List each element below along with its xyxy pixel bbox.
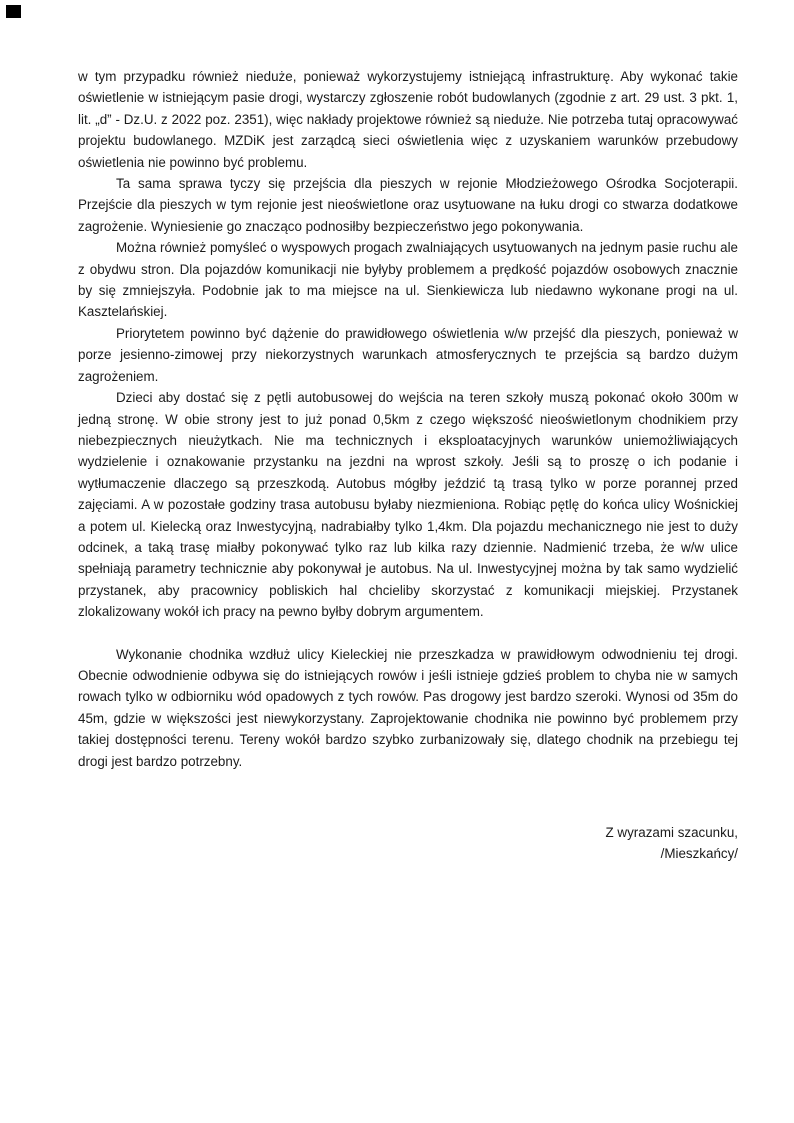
body-paragraph: Ta sama sprawa tyczy się przejścia dla pieszych w rejonie Młodzieżowego Ośrodka Socjoterapii. Przejście dla pieszych w tym rejonie jest nieoświetlone oraz usytuowane na łuku drogi co stwarza dodatkowe zagrożenie. Wyniesienie go znacząco podnosiłby bezpieczeństwo jego pokonywania.	[78, 176, 738, 234]
body-paragraph: Wykonanie chodnika wzdłuż ulicy Kieleckiej nie przeszkadza w prawidłowym odwodnieniu tej drogi. Obecnie odwodnienie odbywa się do istniejących rowów i jeśli istnieje gdzieś problem to chyba nie w samych rowach tylko w odbiorniku wód opadowych z tych rowów. Pas drogowy jest bardzo szeroki. Wynosi od 35m do 45m, gdzie w większości jest niewykorzystany. Zaprojektowanie chodnika nie powinno być problemem przy takiej dostępności terenu. Tereny wokół bardzo szybko zurbanizowały się, dlatego chodnik na przebiegu tej drogi jest bardzo potrzebny.	[78, 646, 738, 769]
closing-salutation: Z wyrazami szacunku,	[605, 825, 738, 840]
body-paragraph: Można również pomyśleć o wyspowych progach zwalniających usytuowanych na jednym pasie ruchu ale z obydwu stron. Dla pojazdów komunikacji nie byłyby problemem a prędkość pojazdów osobowych znacznie by się zmniejszyła. Podobnie jak to ma miejsce na ul. Sienkiewicza lub niedawno wykonane progi na ul. Kasztelańskiej.	[78, 240, 738, 320]
body-paragraph: Dzieci aby dostać się z pętli autobusowej do wejścia na teren szkoły muszą pokonać około 300m w jedną stronę. W obie strony jest to już ponad 0,5km z czego większość nieoświetlonym chodnikiem przy niebezpiecznych nieużytkach. Nie ma technicznych i eksploatacyjnych warunków uniemożliwiających wydzielenie i oznakowanie przystanku na jezdni na wprost szkoły. Jeśli są to proszę o ich podanie i wytłumaczenie dlaczego są przeszkodą. Autobus mógłby jeździć tą trasą tylko w porze porannej przed zajęciami. A w pozostałe godziny trasa autobusu byłaby niezmieniona. Robiąc pętlę do końca ulicy Wośnickiej a potem ul. Kielecką oraz Inwestycyjną, nadrabiałby tylko 1,4km. Dla pojazdu mechanicznego nie jest to duży odcinek, a taką trasę miałby pokonywać tylko raz lub kilka razy dziennie. Nadmienić trzeba, że w/w ulice spełniają parametry technicznie aby pokonywał je autobus. Na ul. Inwestycyjnej można by tak samo wydzielić przystanek, aby pracownicy pobliskich hal chcieliby skorzystać z komunikacji miejskiej. Przystanek zlokalizowany wokół ich pracy na pewno byłby dobrym argumentem.	[78, 390, 738, 620]
closing-block	[78, 822, 738, 865]
closing-signature: /Mieszkańcy/	[660, 846, 738, 862]
scan-corner-mark	[6, 5, 21, 18]
body-paragraph: Priorytetem powinno być dążenie do prawidłowego oświetlenia w/w przejść dla pieszych, ponieważ w porze jesienno-zimowej przy niekorzystnych warunkach atmosferycznych te przejścia są bardzo dużym zagrożeniem.	[78, 325, 738, 384]
body-paragraph: w tym przypadku również nieduże, ponieważ wykorzystujemy istniejącą infrastrukturę. Aby wykonać takie oświetlenie w istniejącym pasie drogi, wystarczy zgłoszenie robót budowlanych (zgodnie z art. 29 ust. 3 pkt. 1, lit. „d” - Dz.U. z 2022 poz. 2351), więc nakłady projektowe również są nieduże. Nie potrzeba tutaj opracowywać projektu budowlanego. MZDiK jest zarządcą sieci oświetlenia więc z uzyskaniem warunków przebudowy oświetlenia nie powinno być problemu.	[78, 69, 738, 170]
letter-body	[78, 66, 738, 865]
